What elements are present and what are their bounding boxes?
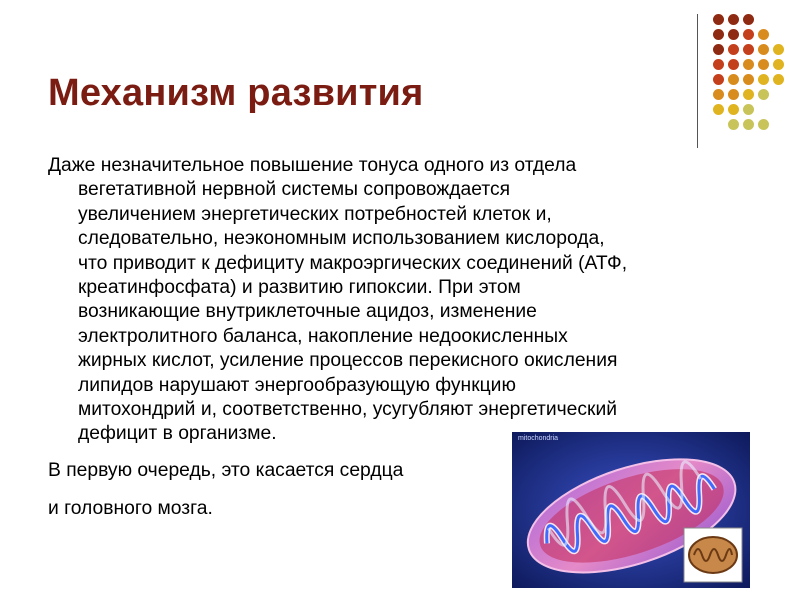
image-caption: mitochondria: [518, 435, 559, 442]
decor-dot: [743, 14, 754, 25]
mitochondrion-icon: [512, 432, 750, 588]
slide-title: Механизм развития: [48, 72, 424, 114]
decor-dot: [713, 74, 724, 85]
decor-dot: [728, 104, 739, 115]
decor-dot: [743, 44, 754, 55]
body-paragraph-heart-brain: В первую очередь, это касается сердца и головного мозга.: [48, 459, 404, 519]
decor-dot: [728, 119, 739, 130]
decor-dot: [758, 59, 769, 70]
decor-dot: [713, 59, 724, 70]
decor-dot: [758, 44, 769, 55]
decor-dot: [743, 104, 754, 115]
decor-dot: [743, 29, 754, 40]
decor-dot: [713, 44, 724, 55]
decor-dot: [728, 89, 739, 100]
decor-dot: [743, 74, 754, 85]
title-divider-line: [697, 14, 698, 148]
decor-dot: [743, 119, 754, 130]
decor-dot: [728, 29, 739, 40]
decor-dot: [758, 89, 769, 100]
decor-dot: [728, 59, 739, 70]
decor-dot: [758, 29, 769, 40]
body-paragraph-main: Даже незначительное повышение тонуса одного из отдела вегетативной нервной системы сопровождается увеличением энергетических потребностей клеток и, следовательно, неэкономным использованием кислорода, что приводит к дефициту макроэргических соединений (АТФ, креатинфосфата) и развитию гипоксии. При этом возникающие внутриклеточные ацидоз, изменение электролитного баланса, накопление недоокисленных жирных кислот, усиление процессов перекисного окисления липидов нарушают энергообразующую функцию митохондрий и, соответственно, усугубляют энергетический дефицит в организме.: [48, 155, 628, 445]
decor-dot: [758, 74, 769, 85]
decor-dot: [773, 44, 784, 55]
decor-dot: [713, 29, 724, 40]
decor-dot: [743, 89, 754, 100]
decor-dot: [713, 104, 724, 115]
decor-dot: [728, 74, 739, 85]
decor-dot: [743, 59, 754, 70]
decor-dot: [773, 59, 784, 70]
decor-dot: [773, 74, 784, 85]
decor-dot: [758, 119, 769, 130]
decor-dot: [713, 89, 724, 100]
decor-dot: [713, 14, 724, 25]
decor-dot: [728, 44, 739, 55]
mitochondrion-illustration: [512, 432, 750, 588]
decor-dot: [728, 14, 739, 25]
